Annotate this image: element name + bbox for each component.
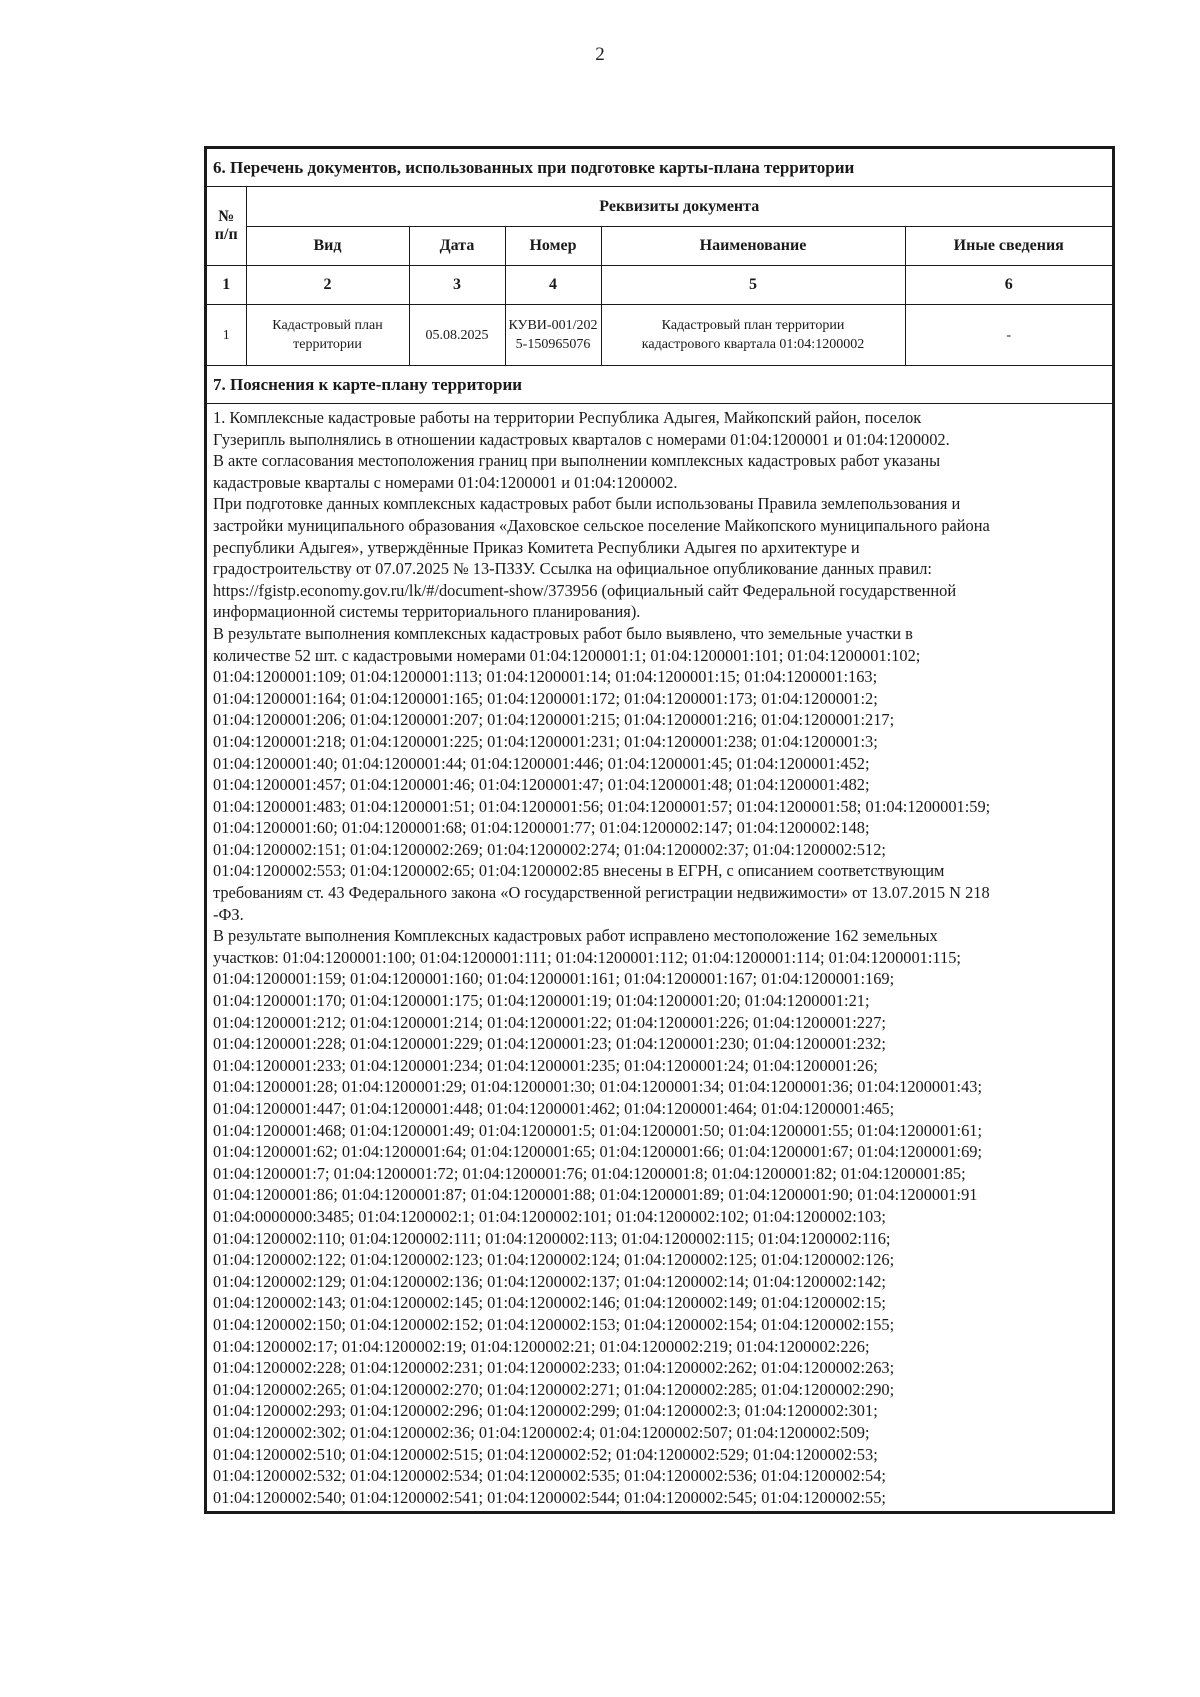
text-line: количестве 52 шт. с кадастровыми номерами 01:04:1200001:1; 01:04:1200001:101; 01:04:1200001:102;: [213, 645, 921, 665]
section-7-title: 7. Пояснения к карте-плану территории: [207, 366, 1112, 404]
text-line: 01:04:1200001:206; 01:04:1200001:207; 01:04:1200001:215; 01:04:1200001:216; 01:04:1200001:217;: [213, 710, 895, 730]
documents-table: [207, 187, 1112, 366]
cell-other: -: [905, 305, 1112, 366]
header-name: Наименование: [601, 227, 905, 266]
column-number: 6: [905, 266, 1112, 305]
cell-name: Кадастровый план территории кадастрового квартала 01:04:1200002: [601, 305, 905, 366]
document-frame: [204, 146, 1115, 1514]
text-line: 01:04:1200002:302; 01:04:1200002:36; 01:04:1200002:4; 01:04:1200002:507; 01:04:1200002:509;: [213, 1422, 870, 1442]
text-line: градостроительству от 07.07.2025 № 13-ПЗЗУ. Ссылка на официальное опубликование данных правил:: [213, 559, 932, 579]
cell-type: Кадастровый план территории: [246, 305, 409, 366]
text-line: 01:04:1200001:457; 01:04:1200001:46; 01:04:1200001:47; 01:04:1200001:48; 01:04:1200001:482;: [213, 775, 870, 795]
text-line: 01:04:1200001:109; 01:04:1200001:113; 01:04:1200001:14; 01:04:1200001:15; 01:04:1200001:163;: [213, 667, 878, 687]
text-line: 01:04:1200002:150; 01:04:1200002:152; 01:04:1200002:153; 01:04:1200002:154; 01:04:1200002:155;: [213, 1314, 895, 1334]
text-line: 01:04:1200001:170; 01:04:1200001:175; 01:04:1200001:19; 01:04:1200001:20; 01:04:1200001:21;: [213, 991, 870, 1011]
text-line: 01:04:1200001:447; 01:04:1200001:448; 01:04:1200001:462; 01:04:1200001:464; 01:04:1200001:465;: [213, 1099, 895, 1118]
cell-date: 05.08.2025: [409, 305, 505, 366]
text-line: В результате выполнения комплексных кадастровых работ было выявлено, что земельные участки в: [213, 623, 913, 643]
header-other: Иные сведения: [905, 227, 1112, 266]
text-line: 01:04:1200001:62; 01:04:1200001:64; 01:04:1200001:65; 01:04:1200001:66; 01:04:1200001:67; 01:04:1200001:69;: [213, 1142, 983, 1162]
table-row: [207, 305, 1112, 366]
text-line: кадастровые кварталы с номерами 01:04:1200001 и 01:04:1200002.: [213, 472, 678, 492]
text-line: 01:04:1200001:40; 01:04:1200001:44; 01:04:1200001:446; 01:04:1200001:45; 01:04:1200001:452;: [213, 753, 870, 773]
text-line: 1. Комплексные кадастровые работы на территории Республика Адыгея, Майкопский район, поселок: [213, 408, 922, 427]
column-number: 4: [505, 266, 601, 305]
column-number: 5: [601, 266, 905, 305]
text-line: -ФЗ.: [213, 904, 244, 924]
text-line: 01:04:1200001:164; 01:04:1200001:165; 01:04:1200001:172; 01:04:1200001:173; 01:04:1200001:2;: [213, 688, 878, 708]
header-type: Вид: [246, 227, 409, 266]
table-header-row: [207, 227, 1112, 266]
text-line: 01:04:1200001:60; 01:04:1200001:68; 01:04:1200001:77; 01:04:1200002:147; 01:04:1200002:148;: [213, 818, 870, 838]
text-line: 01:04:1200002:293; 01:04:1200002:296; 01:04:1200002:299; 01:04:1200002:3; 01:04:1200002:301;: [213, 1401, 878, 1421]
text-line: Гузерипль выполнялись в отношении кадастровых кварталов с номерами 01:04:1200001 и 01:04:1200002.: [213, 429, 950, 449]
text-line: В акте согласования местоположения границ при выполнении комплексных кадастровых работ указаны: [213, 451, 941, 471]
column-numbers-row: [207, 266, 1112, 305]
text-line: 01:04:1200001:28; 01:04:1200001:29; 01:04:1200001:30; 01:04:1200001:34; 01:04:1200001:36; 01:04:1200001:43;: [213, 1077, 983, 1097]
page-number: 2: [595, 44, 605, 65]
text-line: 01:04:1200002:265; 01:04:1200002:270; 01:04:1200002:271; 01:04:1200002:285; 01:04:1200002:290;: [213, 1379, 895, 1399]
text-line: 01:04:1200001:483; 01:04:1200001:51; 01:04:1200001:56; 01:04:1200001:57; 01:04:1200001:58; 01:04:1200001:59;: [213, 796, 991, 816]
text-line: 01:04:1200002:228; 01:04:1200002:231; 01:04:1200002:233; 01:04:1200002:262; 01:04:1200002:263;: [213, 1358, 895, 1378]
text-line: 01:04:1200002:510; 01:04:1200002:515; 01:04:1200002:52; 01:04:1200002:529; 01:04:1200002:53;: [213, 1444, 878, 1464]
header-number: Номер: [505, 227, 601, 266]
text-line: 01:04:0000000:3485; 01:04:1200002:1; 01:04:1200002:101; 01:04:1200002:102; 01:04:1200002:103;: [213, 1206, 886, 1226]
explanations-text: [207, 404, 1112, 1511]
header-requisites: Реквизиты документа: [246, 187, 1112, 227]
text-line: 01:04:1200002:553; 01:04:1200002:65; 01:04:1200002:85 внесены в ЕГРН, с описанием соответствующим: [213, 861, 945, 881]
text-line: 01:04:1200002:129; 01:04:1200002:136; 01:04:1200002:137; 01:04:1200002:14; 01:04:1200002:142;: [213, 1271, 886, 1291]
text-line: 01:04:1200002:540; 01:04:1200002:541; 01:04:1200002:544; 01:04:1200002:545; 01:04:1200002:55;: [213, 1487, 886, 1507]
text-line: участков: 01:04:1200001:100; 01:04:1200001:111; 01:04:1200001:112; 01:04:1200001:114; 01:04:1200001:115;: [213, 947, 961, 967]
text-line: 01:04:1200002:151; 01:04:1200002:269; 01:04:1200002:274; 01:04:1200002:37; 01:04:1200002:512;: [213, 839, 886, 859]
text-line: 01:04:1200002:110; 01:04:1200002:111; 01:04:1200002:113; 01:04:1200002:115; 01:04:1200002:116;: [213, 1228, 891, 1248]
text-line: При подготовке данных комплексных кадастровых работ были использованы Правила землепользования и: [213, 494, 961, 514]
table-header-row: [207, 187, 1112, 227]
text-line: информационной системы территориального планирования).: [213, 602, 641, 622]
cell-num: 1: [207, 305, 246, 366]
text-line: застройки муниципального образования «Даховское сельское поселение Майкопского муниципального района: [213, 515, 990, 535]
column-number: 3: [409, 266, 505, 305]
text-line: 01:04:1200002:122; 01:04:1200002:123; 01:04:1200002:124; 01:04:1200002:125; 01:04:1200002:126;: [213, 1250, 895, 1270]
section-6-title: 6. Перечень документов, использованных при подготовке карты-плана территории: [207, 149, 1112, 187]
text-line: 01:04:1200001:228; 01:04:1200001:229; 01:04:1200001:23; 01:04:1200001:230; 01:04:1200001:232;: [213, 1034, 886, 1054]
text-line: требованиям ст. 43 Федерального закона «О государственной регистрации недвижимости» от 13.07.2015 N 218: [213, 883, 990, 903]
text-line: 01:04:1200002:143; 01:04:1200002:145; 01:04:1200002:146; 01:04:1200002:149; 01:04:1200002:15;: [213, 1293, 886, 1313]
text-line: 01:04:1200001:468; 01:04:1200001:49; 01:04:1200001:5; 01:04:1200001:50; 01:04:1200001:55; 01:04:1200001:61;: [213, 1120, 983, 1140]
text-line: 01:04:1200001:159; 01:04:1200001:160; 01:04:1200001:161; 01:04:1200001:167; 01:04:1200001:169;: [213, 969, 895, 989]
text-line: 01:04:1200002:17; 01:04:1200002:19; 01:04:1200002:21; 01:04:1200002:219; 01:04:1200002:226;: [213, 1336, 870, 1356]
cell-number: КУВИ-001/2025-150965076: [505, 305, 601, 366]
text-line: республики Адыгея», утверждённые Приказ Комитета Республики Адыгея по архитектуре и: [213, 537, 860, 557]
text-line: https://fgistp.economy.gov.ru/lk/#/document-show/373956 (официальный сайт Федеральной государственной: [213, 580, 957, 600]
text-line: В результате выполнения Комплексных кадастровых работ исправлено местоположение 162 земельных: [213, 926, 938, 946]
text-line: 01:04:1200001:212; 01:04:1200001:214; 01:04:1200001:22; 01:04:1200001:226; 01:04:1200001:227;: [213, 1012, 886, 1032]
text-line: 01:04:1200002:532; 01:04:1200002:534; 01:04:1200002:535; 01:04:1200002:536; 01:04:1200002:54;: [213, 1466, 886, 1486]
column-number: 2: [246, 266, 409, 305]
text-line: 01:04:1200001:86; 01:04:1200001:87; 01:04:1200001:88; 01:04:1200001:89; 01:04:1200001:90; 01:04:1200001:91: [213, 1185, 978, 1205]
text-line: 01:04:1200001:7; 01:04:1200001:72; 01:04:1200001:76; 01:04:1200001:8; 01:04:1200001:82; 01:04:1200001:85;: [213, 1163, 966, 1183]
text-line: 01:04:1200001:218; 01:04:1200001:225; 01:04:1200001:231; 01:04:1200001:238; 01:04:1200001:3;: [213, 731, 878, 751]
column-number: 1: [207, 266, 246, 305]
header-num: № п/п: [207, 187, 246, 266]
text-line: 01:04:1200001:233; 01:04:1200001:234; 01:04:1200001:235; 01:04:1200001:24; 01:04:1200001:26;: [213, 1055, 878, 1075]
header-date: Дата: [409, 227, 505, 266]
